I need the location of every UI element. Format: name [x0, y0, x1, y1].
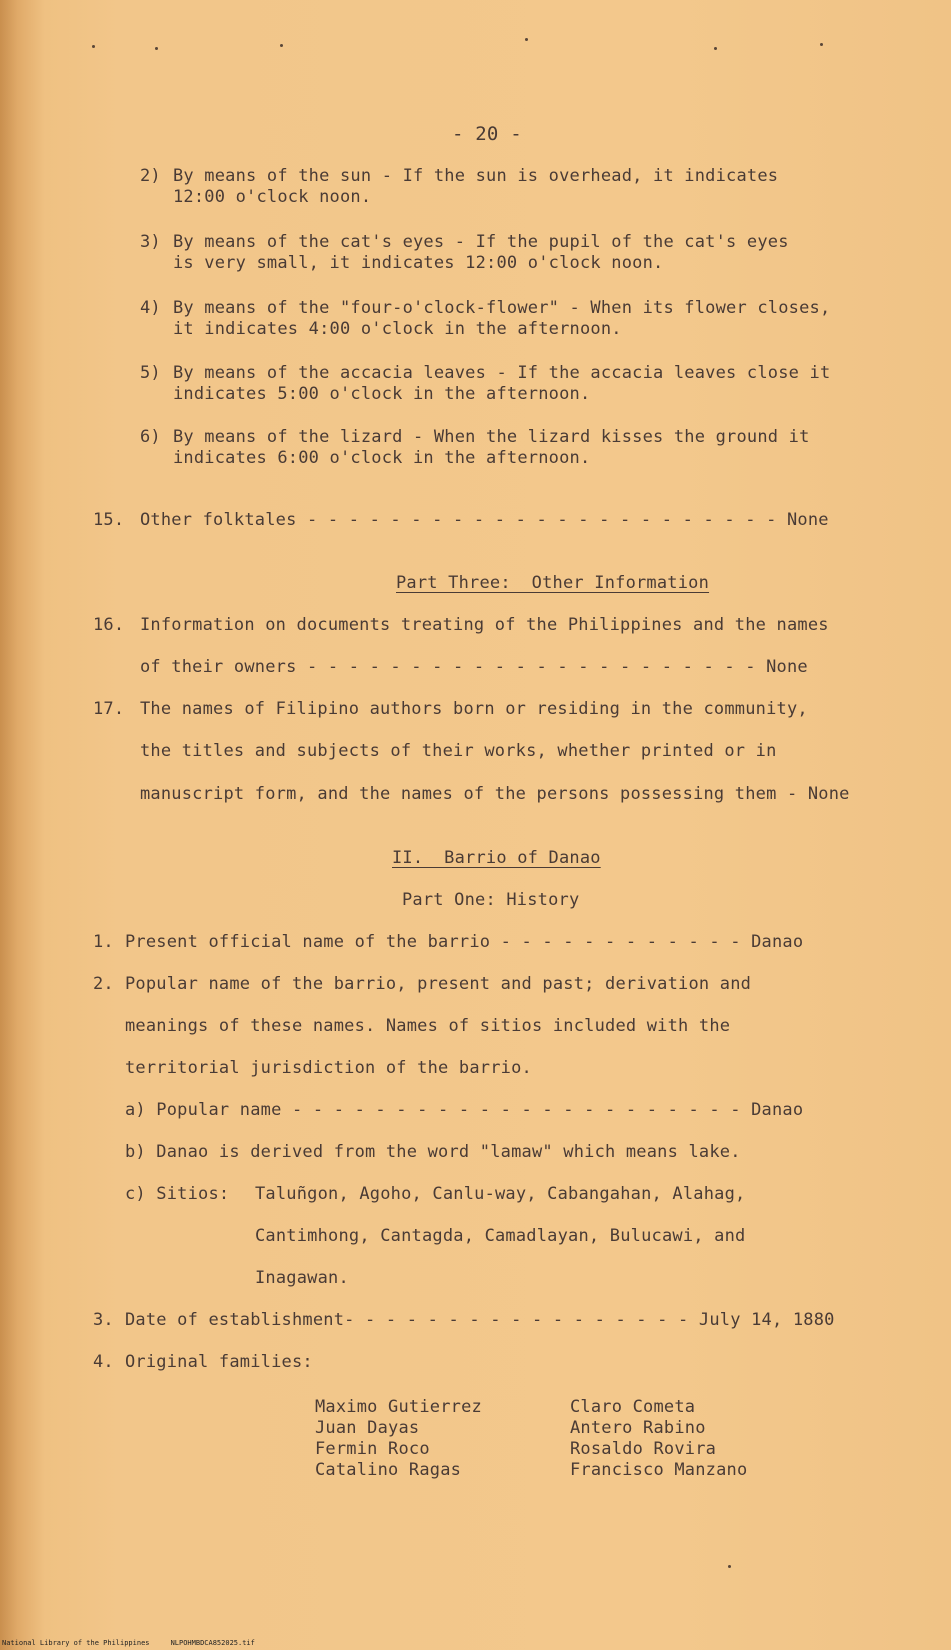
part-three-heading: Part Three: Other Information [396, 573, 710, 593]
other-folktales-line: Other folktales - - - - - - - - - - - - - - - - - - - - - - - None [140, 510, 829, 530]
original-families-label: Original families: [125, 1352, 313, 1372]
popular-name-line: a) Popular name - - - - - - - - - - - - - - - - - - - - - - Danao [125, 1100, 804, 1120]
item-line: meanings of these names. Names of sitios included with the [125, 1016, 731, 1036]
item-number: 3. [93, 1310, 114, 1330]
paper-speck [155, 47, 158, 50]
item-number: 4. [93, 1352, 114, 1372]
paper-speck [714, 47, 717, 50]
item-number: 17. [93, 699, 125, 719]
item-line: The names of Filipino authors born or residing in the community, [140, 699, 808, 719]
item-number: 1. [93, 932, 114, 952]
item-number: 2) [140, 166, 161, 186]
item-line: By means of the "four-o'clock-flower" - When its flower closes, [173, 298, 831, 318]
family-name: Fermin Roco [315, 1439, 430, 1459]
part-one-heading: Part One: History [402, 890, 580, 910]
sitios-label: c) Sitios: [125, 1184, 230, 1204]
item-number: 4) [140, 298, 161, 318]
item-number: 16. [93, 615, 125, 635]
item-line: the titles and subjects of their works, whether printed or in [140, 741, 777, 761]
item-line: By means of the sun - If the sun is overhead, it indicates [173, 166, 779, 186]
paper-speck [280, 44, 283, 47]
item-line: By means of the cat's eyes - If the pupil of the cat's eyes [173, 232, 789, 252]
sitios-line: Taluñgon, Agoho, Canlu-way, Cabangahan, Alahag, [255, 1184, 746, 1204]
family-name: Antero Rabino [570, 1418, 706, 1438]
item-line: Information on documents treating of the Philippines and the names [140, 615, 829, 635]
item-number: 5) [140, 363, 161, 383]
section-heading: II. Barrio of Danao [392, 848, 601, 868]
page-number: - 20 - [452, 123, 522, 145]
item-line: indicates 6:00 o'clock in the afternoon. [173, 448, 591, 468]
sitios-line: Cantimhong, Cantagda, Camadlayan, Bulucawi, and [255, 1226, 746, 1246]
item-line: indicates 5:00 o'clock in the afternoon. [173, 384, 591, 404]
family-name: Rosaldo Rovira [570, 1439, 717, 1459]
item-line: is very small, it indicates 12:00 o'clock noon. [173, 253, 664, 273]
archive-footer: National Library of the Philippines NLPOHMBDCA852025.tif [2, 1639, 255, 1647]
family-name: Francisco Manzano [570, 1460, 748, 1480]
paper-speck [92, 45, 95, 48]
derivation-line: b) Danao is derived from the word "lamaw" which means lake. [125, 1142, 741, 1162]
item-line: By means of the accacia leaves - If the accacia leaves close it [173, 363, 831, 383]
item-line: manuscript form, and the names of the persons possessing them - None [140, 784, 850, 804]
family-name: Maximo Gutierrez [315, 1397, 482, 1417]
item-line: territorial jurisdiction of the barrio. [125, 1058, 532, 1078]
item-line: 12:00 o'clock noon. [173, 187, 372, 207]
establishment-date-line: Date of establishment- - - - - - - - - - - - - - - - - July 14, 1880 [125, 1310, 835, 1330]
item-number: 3) [140, 232, 161, 252]
item-line: By means of the lizard - When the lizard kisses the ground it [173, 427, 810, 447]
paper-speck [820, 43, 823, 46]
item-line: Popular name of the barrio, present and past; derivation and [125, 974, 752, 994]
paper-speck [728, 1565, 731, 1568]
family-name: Juan Dayas [315, 1418, 420, 1438]
sitios-line: Inagawan. [255, 1268, 349, 1288]
family-name: Catalino Ragas [315, 1460, 462, 1480]
item-line: of their owners - - - - - - - - - - - - - - - - - - - - - - None [140, 657, 808, 677]
paper-speck [525, 38, 528, 41]
family-name: Claro Cometa [570, 1397, 696, 1417]
item-number: 2. [93, 974, 114, 994]
item-line: it indicates 4:00 o'clock in the afternoon. [173, 319, 622, 339]
item-number: 15. [93, 510, 125, 530]
item-number: 6) [140, 427, 161, 447]
official-name-line: Present official name of the barrio - - - - - - - - - - - - Danao [125, 932, 804, 952]
